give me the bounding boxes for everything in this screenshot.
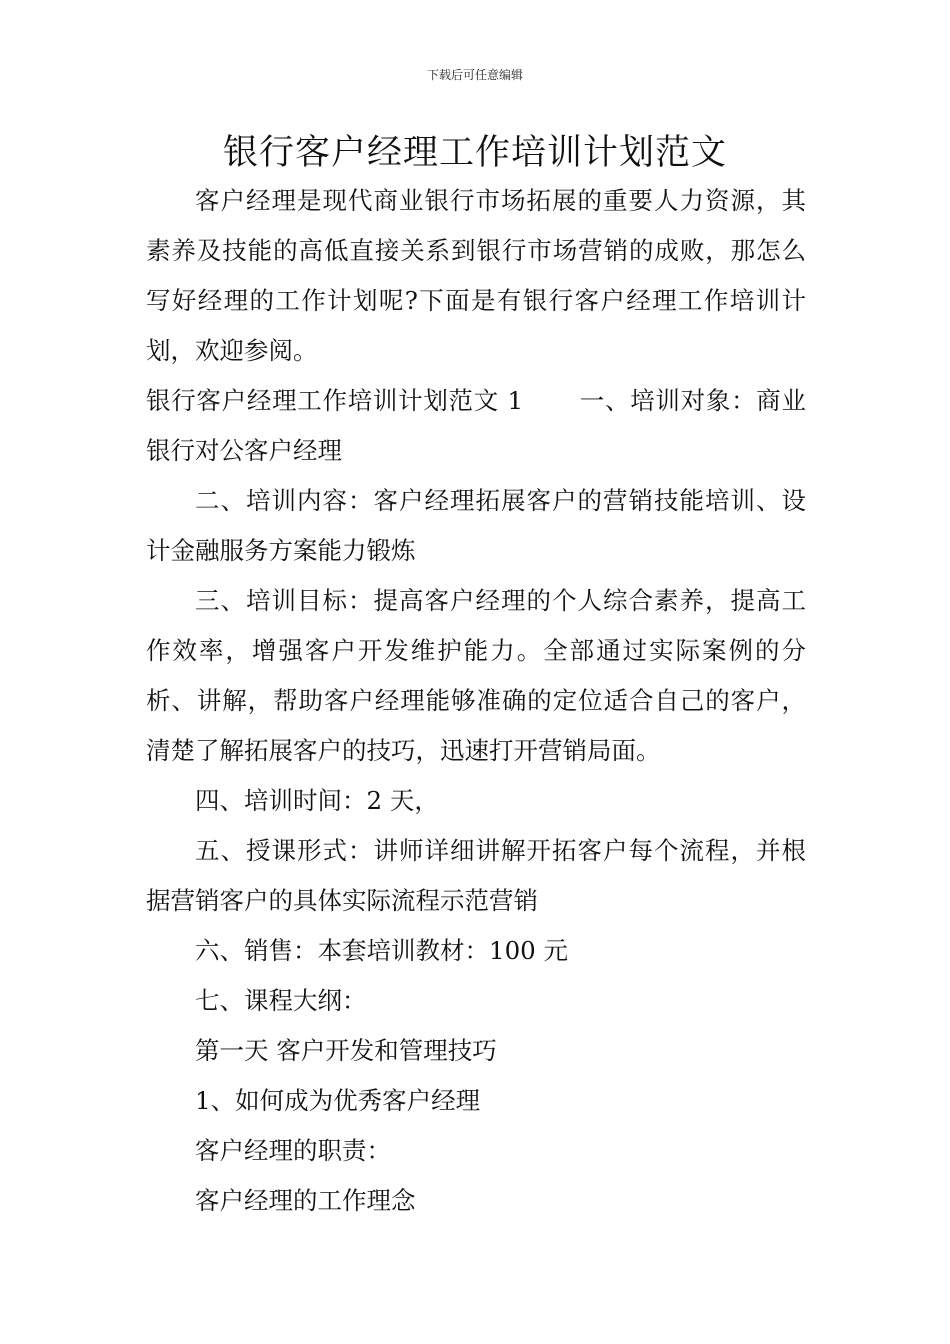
document-title: 银行客户经理工作培训计划范文 (222, 133, 727, 173)
manager-concept-line: 客户经理的工作理念 (195, 1186, 416, 1215)
header-note: 下载后可任意编辑 (426, 68, 523, 82)
item-training-target: 一、培训对象：商业银行对公客户经理 (146, 386, 806, 465)
manager-duty-line: 客户经理的职责： (195, 1136, 391, 1165)
item-sales: 六、销售：本套培训教材：100 元 (195, 936, 569, 965)
item-training-content: 二、培训内容：客户经理拓展客户的营销技能培训、设计金融服务方案能力锻炼 (146, 486, 806, 565)
document-body (146, 176, 806, 1226)
item-teaching-form: 五、授课形式：讲师详细讲解开拓客户每个流程，并根据营销客户的具体实际流程示范营销 (146, 836, 806, 915)
section-paragraph (146, 376, 806, 476)
item-course-outline: 七、课程大纲： (195, 986, 367, 1015)
day-one-heading: 第一天 客户开发和管理技巧 (195, 1036, 497, 1065)
item-training-time: 四、培训时间：2 天， (195, 786, 439, 815)
section-heading: 银行客户经理工作培训计划范文 1 (146, 386, 524, 415)
outline-point-1: 1、如何成为优秀客户经理 (195, 1086, 481, 1115)
item-training-goal: 三、培训目标：提高客户经理的个人综合素养，提高工作效率，增强客户开发维护能力。全部通过实际案例的分析、讲解，帮助客户经理能够准确的定位适合自己的客户，清楚了解拓展客户的技巧，迅速打开营销局面。 (146, 586, 806, 765)
intro-paragraph: 客户经理是现代商业银行市场拓展的重要人力资源，其素养及技能的高低直接关系到银行市场营销的成败，那怎么写好经理的工作计划呢?下面是有银行客户经理工作培训计划，欢迎参阅。 (146, 186, 806, 365)
